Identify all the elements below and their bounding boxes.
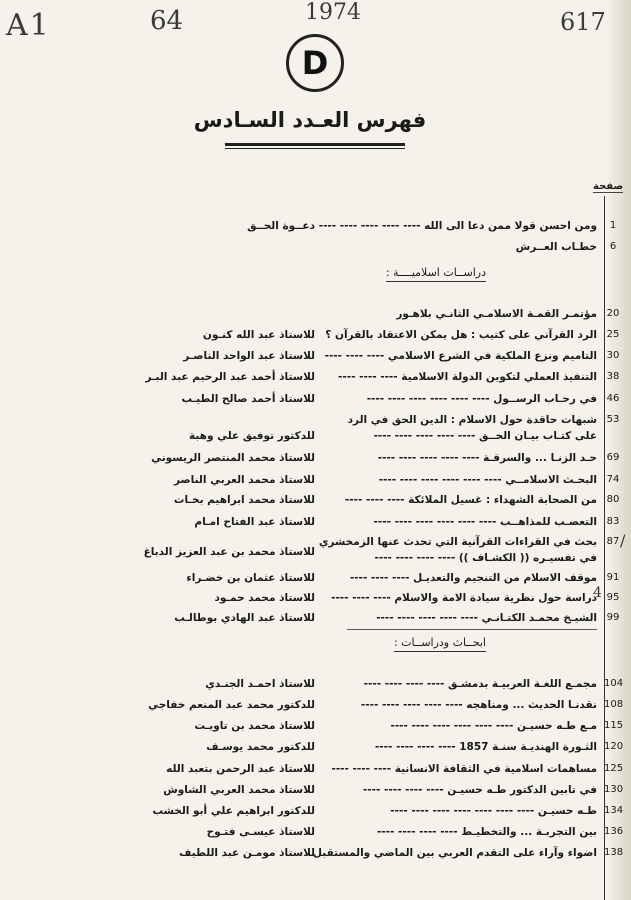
entry-author: للاستاذ محمد المنتصر الريسوني <box>151 452 315 464</box>
margin-slash-mark: / <box>620 531 626 550</box>
handwritten-note-a1: A1 <box>6 8 51 43</box>
entry-author: للاستاذ عثمان بن خضـراء <box>186 572 315 584</box>
entry-page-number: 25 <box>606 329 620 340</box>
entry-page-number: 38 <box>606 371 620 382</box>
entry-title: التعصـب للمذاهــب ---- ---- ---- ---- ---- ---- <box>373 516 597 528</box>
entry-page-number: 80 <box>606 494 620 505</box>
title-underline-thick <box>225 143 405 146</box>
entry-title: التاميم ونزع الملكية في الشرع الاسلامي ---- ---- ---- <box>324 350 597 362</box>
entry-title-continued: في تفسيـره (( الكشـاف )) ---- ---- ---- ---- <box>374 552 597 564</box>
entry-title-continued: على كتـاب بيـان الحــق ---- ---- ---- ---- ---- <box>373 430 597 442</box>
entry-author: للاستاذ احمـد الجنـدي <box>205 678 315 690</box>
entry-page-number: 30 <box>606 350 620 361</box>
entry-author: للدكتور ابراهيم علي أبو الخشب <box>152 805 315 817</box>
entry-page-number: 6 <box>609 241 617 252</box>
entry-author: للاستاذ محمد بن عبد العزيز الدباغ <box>143 546 315 558</box>
entry-author: للاستاذ عبد الواحد الناصـر <box>183 350 315 362</box>
entry-title: في تابين الدكتور طـه حسيـن ---- ---- ---- ---- <box>362 784 597 796</box>
entry-author: للاستاذ مومـن عبد اللطيف <box>179 847 315 859</box>
entry-page-number: 130 <box>604 784 624 795</box>
entry-page-number: 120 <box>604 741 624 752</box>
entry-author: دعــوة الحــق <box>247 220 315 232</box>
entry-title: شبهات حاقدة حول الاسلام : الدين الحق في الرد <box>347 414 597 426</box>
entry-title: اضواء وآراء على التقدم العربي بين الماضي والمستقبل <box>312 847 597 859</box>
entry-title: البحـث الاسلامــي ---- ---- ---- ---- ---- ---- <box>378 474 597 486</box>
entry-page-number: 125 <box>604 763 624 774</box>
entry-page-number: 115 <box>604 720 624 731</box>
entry-title: ومن احسن قولا ممن دعا الى الله ---- ---- ---- ---- ---- <box>318 220 597 232</box>
entry-title: التنفيذ العملي لتكوين الدولة الاسلامية ---- ---- ---- <box>338 371 597 383</box>
entry-page-number: 91 <box>606 572 620 583</box>
section-heading-research-studies: ابحــاث ودراســات : <box>394 636 486 652</box>
entry-author: للاستاذ عبد الرحمن بتعبد الله <box>166 763 315 775</box>
entry-author: للاستاذ عبد الفتاح امـام <box>194 516 315 528</box>
entry-page-number: 134 <box>604 805 624 816</box>
entry-author: للاستاذ محمد العربي الشاوش <box>163 784 315 796</box>
entry-title: الشيـخ محمـد الكتـانـي ---- ---- ---- ---- ---- <box>376 612 597 624</box>
section-heading-islamic-studies: دراســات اسلاميــــة : <box>386 266 486 282</box>
entry-title: مـع طـه حسيـن ---- ---- ---- ---- ---- ---- <box>390 720 597 732</box>
entry-author: للاستاذ محمد العربي الناصر <box>173 474 315 486</box>
entry-page-number: 136 <box>604 826 624 837</box>
page-column-label: صفحة <box>593 181 624 192</box>
entry-title: مؤتمـر القمـة الاسلامـي الثانـي بلاهـور <box>396 308 597 320</box>
circle-d-stamp: D <box>286 34 344 92</box>
entry-title: الرد القرآني على كتيب : هل يمكن الاعتقاد بالقرآن ؟ <box>325 329 597 341</box>
entry-page-number: 83 <box>606 516 620 527</box>
entry-page-number: 108 <box>604 699 624 710</box>
entry-author: للدكتور توفيق علي وهبة <box>189 430 315 442</box>
entry-title: في رحـاب الرســول ---- ---- ---- ---- ---- ---- <box>366 393 597 405</box>
entry-title: بين التجربـة ... والتخطيـط ---- ---- ---- ---- <box>376 826 597 838</box>
entry-title: مجمـع اللغـة العربيـة بدمشـق ---- ---- ---- ---- <box>363 678 597 690</box>
page-title: فهرس العـدد السـادس <box>193 108 427 132</box>
entry-page-number: 46 <box>606 393 620 404</box>
entry-author: للاستاذ عبد الهادي بوطالـب <box>174 612 315 624</box>
entry-author: للدكتور محمد عبد المنعم خفاجي <box>148 699 315 711</box>
handwritten-note-617: 617 <box>560 8 606 36</box>
entry-author: للاستاذ عيسـى فتـوح <box>206 826 315 838</box>
entry-page-number: 138 <box>604 847 624 858</box>
entry-page-number: 99 <box>606 612 620 623</box>
entry-author: للاستاذ محمد ابراهيم بخـات <box>173 494 315 506</box>
entry-title: نقدنـا الحديث ... ومناهجه ---- ---- ---- ---- ---- <box>360 699 597 711</box>
entry-title: الثـورة الهنديـة سنـة 1857 ---- ---- ---- ---- <box>374 741 597 753</box>
entry-title: من الصحابة الشهداء : غسيل الملائكة ---- ---- ---- <box>344 494 597 506</box>
entry-page-number: 1 <box>609 220 617 231</box>
entry-author: للاستاذ عبد الله كنـون <box>202 329 315 341</box>
entry-page-number: 104 <box>604 678 624 689</box>
entry-title: بحث في القراءات القرآنية التي تحدث عنها الزمخشري <box>318 536 597 548</box>
handwritten-year: 1974 <box>305 0 361 25</box>
entry-title: مساهمات اسلامية في الثقافة الانسانية ---- ---- ---- <box>331 763 597 775</box>
entry-page-number: 69 <box>606 452 620 463</box>
entry-author: للدكتور محمد يوسـف <box>206 741 315 753</box>
entry-title: موقف الاسلام من التنجيم والتعديـل ---- ---- ---- <box>349 572 597 584</box>
entry-title: طـه حسيـن ---- ---- ---- ---- ---- ---- ---- <box>390 805 597 817</box>
title-underline-thin <box>225 148 405 149</box>
entry-page-number: 95 <box>606 592 620 603</box>
entry-title: دراسة حول نظرية سيادة الامة والاسلام ---- ---- ---- <box>331 592 597 604</box>
entry-page-number: 53 <box>606 414 620 425</box>
entry-title: حـد الزنـا ... والسرقـة ---- ---- ---- ---- ---- <box>377 452 597 464</box>
margin-handwritten-mark: 4 <box>593 585 602 601</box>
entry-author: للاستاذ محمد بن تاويـت <box>194 720 315 732</box>
section-separator <box>347 629 597 630</box>
handwritten-note-64: 64 <box>150 6 184 36</box>
entry-author: للاستاذ محمد حمـود <box>214 592 315 604</box>
entry-title: خطـاب العــرش <box>515 241 597 253</box>
entry-author: للاستاذ أحمد صالح الطيـب <box>181 393 315 405</box>
entry-page-number: 74 <box>606 474 620 485</box>
entry-page-number: 20 <box>606 308 620 319</box>
entry-page-number: 87 <box>606 536 620 547</box>
entry-author: للاستاذ أحمد عبد الرحيم عبد البـر <box>145 371 315 383</box>
